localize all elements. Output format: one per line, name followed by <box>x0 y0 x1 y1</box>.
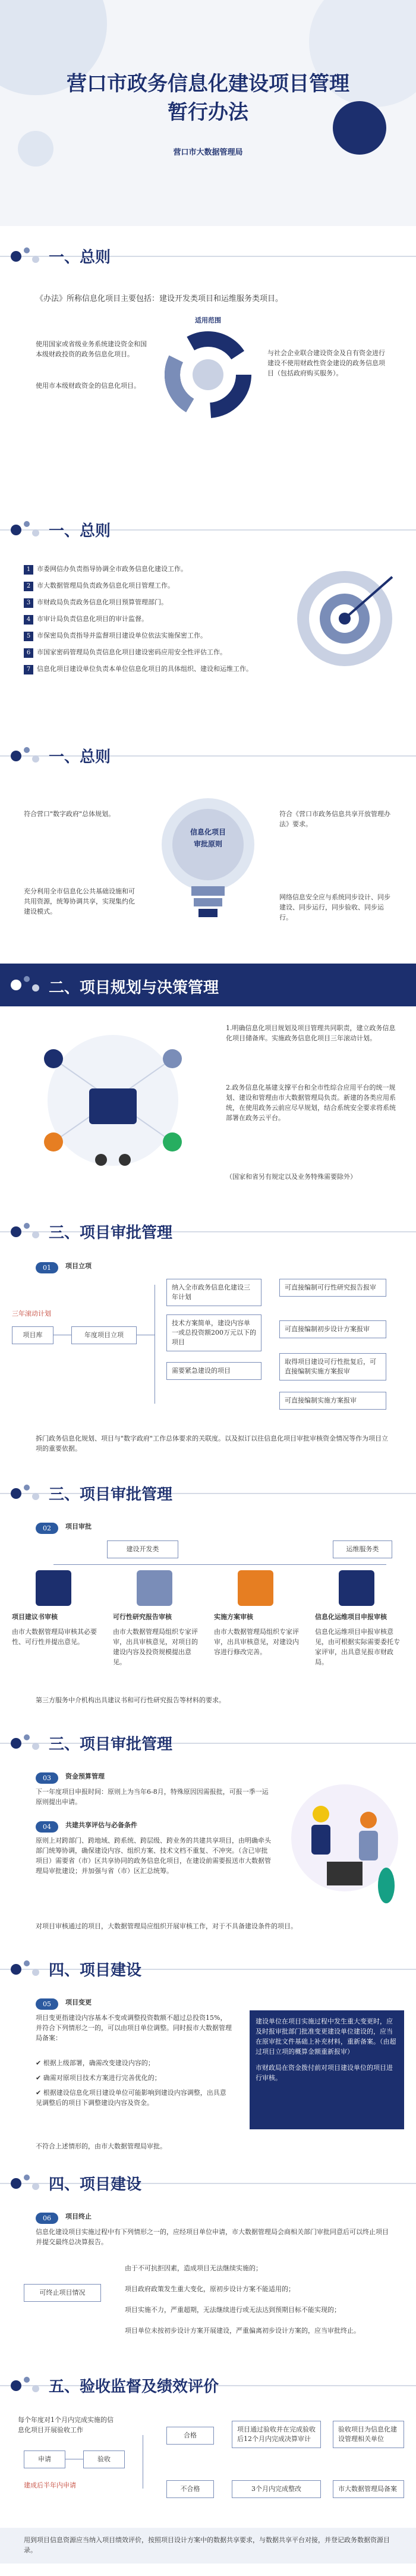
section-title: 一、总则 <box>49 249 111 266</box>
flow-box: 市大数据管理局备案 <box>333 2480 404 2498</box>
footer-note-bar <box>0 2528 416 2564</box>
dots-icon <box>11 245 44 268</box>
dots-icon <box>11 745 44 767</box>
section-title: 三、项目审批管理 <box>49 1224 173 1242</box>
principle-tr: 符合《营口市政务信息共享开放管理办法》要求。 <box>279 810 390 828</box>
termination-reason: 项目单位未按初步设计方案开展建设，严重偏离初步设计方案的，应当审批终止。 <box>125 2327 360 2335</box>
section-acceptance <box>0 2367 416 2575</box>
document-icon <box>137 1570 172 1606</box>
scope-label: 适用范围 <box>195 316 221 324</box>
scope-left-b: 使用市本级财政资金的信息化项目。 <box>36 382 140 390</box>
flow-box: 可直接编制初步设计方案报审 <box>279 1320 386 1338</box>
list-item: 1 市委网信办负责指导协调全市政务信息化建设工作。 <box>24 564 279 575</box>
list-item: ✔ 根据建设信息化项目建设单位可能影响到建设内容调整，出具意见调整后的项目下调整建设内容及资金。 <box>36 2089 226 2107</box>
step-tag: 06 <box>36 2211 58 2224</box>
flow-node: 不合格 <box>166 2480 214 2498</box>
flow-box: 可直接编制可行性研究报告报审 <box>279 1279 386 1297</box>
dots-icon <box>11 2172 44 2195</box>
center-label-b: 审批原则 <box>193 840 222 848</box>
cycle-icon <box>160 327 256 422</box>
list-item: 7 信息化项目建设单位负责本单位信息化项目的具体组织、建设和运维工作。 <box>24 664 279 674</box>
step-tag: 02 <box>36 1521 58 1534</box>
list-item: 2 市大数据管理局负责政务信息化项目管理工作。 <box>24 581 279 591</box>
hero-banner <box>0 0 416 226</box>
principle-br: 网络信息安全应与系统同步设计、同步建设、同步运行，同步验收、同步运行。 <box>279 893 390 921</box>
step-title: 资金预算管理 <box>65 1772 105 1780</box>
flow-box: 纳入全市政务信息化建设三年计划 <box>166 1279 261 1306</box>
flow-node: 合格 <box>166 2427 214 2445</box>
section-construction-2 <box>0 2165 416 2367</box>
issuer: 营口市大数据管理局 <box>173 148 243 157</box>
step-tag: 03 <box>36 1771 58 1784</box>
page-title: 营口市政务信息化建设项目管理 <box>67 72 349 96</box>
approval-note: 拆门政务信息化规划、项目与"数字政府"工作总体要求的关联度。以及拟订以往信息化项目审批审核资金情况等作为项目立项的重要依据。 <box>36 1435 389 1452</box>
flow-box: 项目通过验收并在完成验收后12个月内完成决算审计 <box>232 2421 321 2448</box>
dots-icon <box>11 519 44 541</box>
flow-node: 年度项目立项 <box>71 1326 137 1344</box>
sharing-text: 原则上对跨部门、跨地域、跨系统、跨层级、跨业务的共建共享项目，由明确牵头部门统筹协调，确保建设内容、组织方案、技术文档不重复、不冲突。（含已审批项目）需要省（市）区共享协同的政务信息化项目，在建设前需要报送市大数据管理局审批建设；并加强与省（市）区汇总统筹。 <box>36 1837 271 1875</box>
dots-icon <box>11 1482 44 1505</box>
section-approval-3 <box>0 1725 416 1951</box>
termination-text: 信息化建设项目实施过程中有下列情形之一的，应经项目单位申请，市大数据管理局会商相关部门审批同意后可以终止项目并提交最终总决算报告。 <box>36 2228 389 2246</box>
section-title: 一、总则 <box>49 748 111 766</box>
section-title: 二、项目规划与决策管理 <box>49 979 219 997</box>
flow-node: 申请 <box>24 2451 65 2468</box>
flow-box: 需要紧急建设的项目 <box>166 1362 261 1380</box>
change-panel: 建设单位在项目实施过程中发生重大变更时，应及时报审批部门批准变更建设单位建设的，应当在原审批文件基础上补充材料，重新备案。（由超过项目立项的概算金额重新报审） 市财政局在资金拨付前对项目建设单位的项目进行审核。 <box>250 2010 404 2129</box>
section-intro: 《办法》所称信息化项目主要包括：建设开发类项目和运维服务类项目。 <box>36 294 283 303</box>
approval-note: 第三方服务中介机构出具建议书和可行性研究报告等材料的要求。 <box>36 1696 225 1704</box>
scope-right-a: 与社会企业联合建设资金及自有资金进行建设不使用财政性资金建设的政务信息项目（包括政府购买服务）。 <box>267 349 385 377</box>
section-title: 一、总则 <box>49 522 111 540</box>
target-icon <box>291 565 398 672</box>
step-tag: 01 <box>36 1261 58 1273</box>
principle-bl: 充分利用全市信息化公共基础设施和可共用资源，统筹协调共享，实现集约化建设模式。 <box>24 887 135 915</box>
change-text: 项目变更指建设内容基本不变或调整投资数额不超过总投资15%，并符合下列情形之一的，可以由项目单位调整。同时报市大数据管理局备案： <box>36 2014 232 2042</box>
category-box: 建设开发类 <box>107 1540 178 1558</box>
dots-icon <box>11 2374 44 2397</box>
stage-title: 信息化运维项目申报审核 <box>315 1613 387 1621</box>
planning-p2: 2.政务信息化基建支撑平台和全市性综合应用平台的统一规划、建设和管理由市大数据管理局负责。新建的各类应用系统，在使用政务云前应尽早规划，结合系统安全要求将系统部署在政务云平台。 <box>226 1084 396 1122</box>
flow-box: 3个月内完成整改 <box>232 2480 321 2498</box>
section-title: 三、项目审批管理 <box>49 1486 173 1504</box>
section-general-1 <box>0 238 416 500</box>
termination-reason: 由于不可抗拒因素，造成项目无法继续实施的； <box>125 2264 262 2272</box>
stage-desc: 由市大数据管理局组织专家评审，出具审核意见，对建设内容进行修改完善。 <box>214 1628 299 1656</box>
plan-label: 三年滚动计划 <box>12 1310 51 1317</box>
document-icon <box>339 1570 374 1606</box>
center-label-a: 信息化项目 <box>190 828 226 836</box>
section-planning <box>0 1011 416 1213</box>
list-item: 6 市国家密码管理局负责信息化项目建设密码应用安全性评估工作。 <box>24 647 279 658</box>
section-title: 三、项目审批管理 <box>49 1736 173 1753</box>
section-title: 四、项目建设 <box>49 1962 142 1979</box>
list-item: 3 市财政局负责政务信息化项目预算管理部门。 <box>24 597 279 608</box>
dots-icon <box>11 1958 44 1981</box>
section-approval-1 <box>0 1213 416 1475</box>
flow-node: 项目库 <box>12 1326 53 1344</box>
flow-node: 验收 <box>83 2451 125 2468</box>
section-title: 四、项目建设 <box>49 2176 142 2194</box>
flow-box: 取得项目建设可行性批复后，可直接编制实施方案报审 <box>279 1353 386 1380</box>
list-item: ✔ 根据上级部署，确需改变建设内容的； <box>36 2059 155 2067</box>
section-general-2 <box>0 512 416 726</box>
list-item: 5 市保密局负责指导并监督项目建设单位依法实施保密工作。 <box>24 630 279 641</box>
termination-label: 可终止项目情况 <box>24 2284 101 2302</box>
step-title: 项目变更 <box>65 1998 92 2006</box>
termination-reason: 项目实施不力，严重超期，无法继续进行或无法达到预期目标不能实现的； <box>125 2306 341 2314</box>
planning-p3: （国家和省另有规定以及业务特殊需要除外） <box>226 1173 357 1181</box>
section-construction-1 <box>0 1951 416 2165</box>
planning-p1: 1.明确信息化项目规划及项目管理共同职责，建立政务信息化项目储备库。实施政务信息化项目三年滚动计划。 <box>226 1024 396 1042</box>
step-tag: 05 <box>36 1997 58 2010</box>
list-item: ✔ 确需对原项目技术方案进行完善优化的； <box>36 2074 161 2082</box>
section-title: 五、验收监督及绩效评价 <box>49 2378 219 2396</box>
acceptance-top-note: 每个年度对1个月内完成实施的信息化项目开展验收工作 <box>18 2416 114 2434</box>
step-title: 项目立项 <box>65 1262 92 1270</box>
flow-box: 技术方案简单，建设内容单一或总投资额200万元以下的项目 <box>166 1314 261 1351</box>
dots-icon <box>11 1220 44 1243</box>
stage-desc: 由市大数据管理局审核其必要性、可行性并提出意见。 <box>12 1628 97 1646</box>
list-item: 4 市审计局负责信息化项目的审计监督。 <box>24 614 279 625</box>
step-tag: 04 <box>36 1820 58 1833</box>
termination-reason: 项目政府政策发生重大变化，原初步设计方案不能适用的； <box>125 2285 295 2293</box>
sharing-note: 对项目审核通过的项目，大数据管理局应组织开展审核工作，对于不具备建设条件的项目。 <box>36 1922 297 1930</box>
scope-left-a: 使用国家或省级业务系统建设资金和国本级财政投资的政务信息化项目。 <box>36 340 147 358</box>
stage-title: 项目建议书审核 <box>12 1613 58 1621</box>
category-box: 运维服务类 <box>333 1540 392 1558</box>
document-icon <box>36 1570 71 1606</box>
section-general-3 <box>0 738 416 952</box>
step-title: 项目审批 <box>65 1523 92 1530</box>
stage-desc: 由市大数据管理局组织专家评审，出具审核意见，对项目的建设内容及投资规模提出意见。 <box>113 1628 198 1666</box>
acceptance-bottom-note: 建成后半年内申请 <box>24 2481 76 2489</box>
document-icon <box>238 1570 273 1606</box>
step-title: 共建共享评估与必备条件 <box>65 1821 137 1829</box>
budget-text: 下一年度项目申报时间：原则上为当年6-8月，特殊原因因需报批，可报一季一运原则提出申请。 <box>36 1788 269 1806</box>
change-note: 不符合上述情形的，由市大数据管理局审批。 <box>36 2142 166 2150</box>
section-approval-2 <box>0 1475 416 1725</box>
page-subtitle: 暂行办法 <box>168 101 248 124</box>
section-planning-header <box>0 964 416 1006</box>
team-meeting-icon <box>285 1778 404 1909</box>
step-title: 项目终止 <box>65 2213 92 2220</box>
lightbulb-icon <box>155 791 261 934</box>
dots-icon <box>11 1732 44 1755</box>
network-people-icon <box>18 1023 208 1178</box>
flow-box: 验收项目为信息化建设管理相关单位 <box>333 2421 404 2448</box>
stage-desc: 信息化运维项目申报审核意见，由可根据实际需要委托专家评审，出具意见报市财政局。 <box>315 1628 400 1666</box>
stage-title: 实施方案审核 <box>214 1613 253 1621</box>
duty-list <box>24 564 279 680</box>
principle-tl: 符合营口"数字政府"总体规划。 <box>24 810 115 818</box>
footer-note: 用到项目信息资源应当纳入项目绩效评价，按照项目设计方案中的数据共享要求，与数据共享平台对接，并登记政务数据资源目录。 <box>24 2536 390 2554</box>
flow-box: 可直接编制实施方案报审 <box>279 1392 386 1410</box>
stage-title: 可行性研究报告审核 <box>113 1613 172 1621</box>
dots-icon <box>11 974 44 996</box>
